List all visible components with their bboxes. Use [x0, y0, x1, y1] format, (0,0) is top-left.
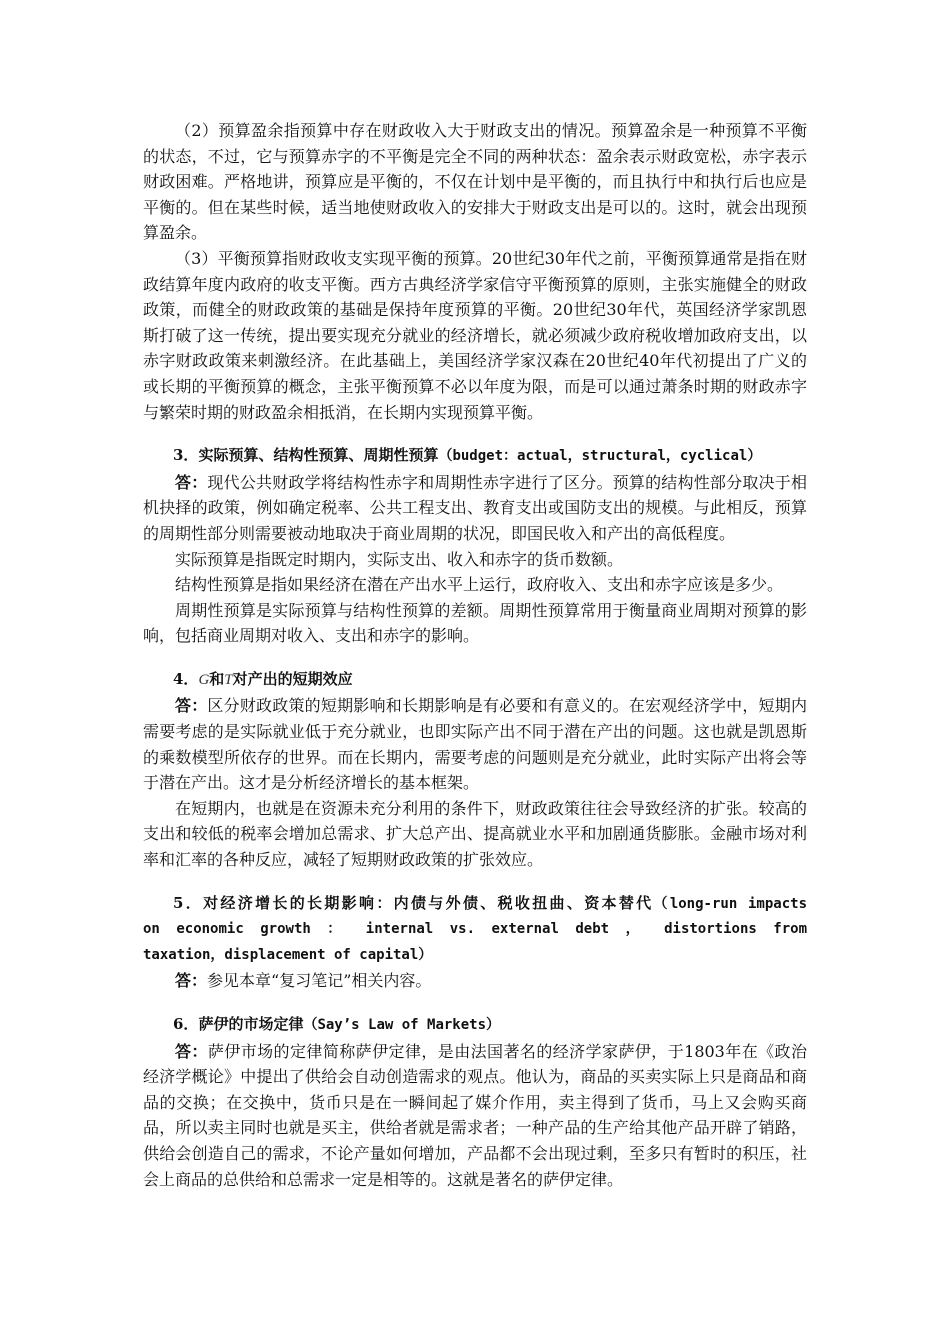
- section-title: 对经济增长的长期影响：内债与外债、税收扭曲、资本替代: [203, 893, 654, 912]
- section-heading-5-line3: taxation，displacement of capital）: [143, 946, 433, 963]
- section-number: 5．: [173, 893, 204, 912]
- section-title-english-line1: （long-run impacts: [653, 895, 808, 912]
- section-heading-4: [143, 667, 807, 694]
- answer-paragraph: [143, 968, 807, 994]
- answer-paragraph: [143, 470, 807, 547]
- section-heading-3: [143, 443, 807, 470]
- answer-text: 现代公共财政学将结构性赤字和周期性赤字进行了区分。预算的结构性部分取决于相机抉择的政策，例如确定税率、公共工程支出、教育支出或国防支出的规模。与此相反，预算的周期性部分则需要被动地取决于商业周期的状况，即国民收入和产出的高低程度。: [143, 472, 807, 543]
- section-heading-5: [143, 891, 807, 918]
- section-title: 萨伊的市场定律: [198, 1015, 304, 1033]
- paragraph-budget-surplus: （2）预算盈余指预算中存在财政收入大于财政支出的情况。预算盈余是一种预算不平衡的状态，不过，它与预算赤字的不平衡是完全不同的两种状态：盈余表示财政宽松，赤字表示财政困难。严格地讲，预算应是平衡的，不仅在计划中是平衡的，而且执行中和执行后也应是平衡的。但在某些时候，适当地使财政收入的安排大于财政支出是可以的。这时，就会出现预算盈余。: [143, 121, 807, 243]
- answer-text: 参见本章“复习笔记”相关内容。: [207, 971, 432, 991]
- section-title: 对产出的短期效应: [232, 669, 353, 688]
- section-number: 4．: [173, 669, 199, 688]
- spacer: [143, 873, 807, 891]
- document-body: [143, 118, 807, 1192]
- answer-label: 答：: [175, 696, 208, 716]
- variable-t: T: [224, 671, 233, 688]
- section-title-english: （budget：actual，structural，cyclical）: [438, 448, 762, 465]
- answer-label: 答：: [175, 1041, 208, 1061]
- section-title: 实际预算、结构性预算、周期性预算: [198, 446, 439, 465]
- answer-paragraph: [143, 1039, 807, 1193]
- conjunction: 和: [209, 669, 225, 688]
- section-number: 3．: [173, 446, 199, 465]
- paragraph-structural-budget: 结构性预算是指如果经济在潜在产出水平上运行，政府收入、支出和赤字应该是多少。: [175, 575, 784, 595]
- answer-text: 区分财政政策的短期影响和长期影响是有必要和有意义的。在宏观经济学中，短期内需要考虑的是实际就业低于充分就业，也即实际产出不同于潜在产出的问题。这也就是凯恩斯的乘数模型所依存的世界。而在长期内，需要考虑的问题则是充分就业，此时实际产出将会等于潜在产出。这才是分析经济增长的基本框架。: [143, 696, 807, 793]
- section-heading-5-line2: on economic growth ： internal vs. external debt ， distortions from: [143, 921, 807, 938]
- answer-paragraph: [143, 693, 807, 795]
- paragraph-cyclical-budget: 周期性预算是实际预算与结构性预算的差额。周期性预算常用于衡量商业周期对预算的影响，包括商业周期对收入、支出和赤字的影响。: [143, 600, 807, 646]
- section-heading-6: [143, 1012, 807, 1039]
- spacer: [143, 994, 807, 1012]
- paragraph-short-run: 在短期内，也就是在资源未充分利用的条件下，财政政策往往会导致经济的扩张。较高的支出和较低的税率会增加总需求、扩大总产出、提高就业水平和加剧通货膨胀。金融市场对利率和汇率的各种反应，减轻了短期财政政策的扩张效应。: [143, 798, 807, 870]
- variable-g: G: [198, 671, 210, 688]
- spacer: [143, 649, 807, 667]
- spacer: [143, 425, 807, 443]
- section-number: 6．: [173, 1015, 199, 1033]
- paragraph-actual-budget: 实际预算是指既定时期内，实际支出、收入和赤字的货币数额。: [175, 549, 624, 569]
- answer-label: 答：: [175, 971, 208, 991]
- section-title-english: （Say’s Law of Markets）: [303, 1017, 501, 1033]
- answer-label: 答：: [175, 472, 208, 492]
- paragraph-balanced-budget: （3）平衡预算指财政收支实现平衡的预算。20世纪30年代之前，平衡预算通常是指在财政结算年度内政府的收支平衡。西方古典经济学家信守平衡预算的原则，主张实施健全的财政政策，而健全的财政政策的基础是保持年度预算的平衡。20世纪30年代，英国经济学家凯恩斯打破了这一传统，提出要实现充分就业的经济增长，就必须减少政府税收增加政府支出，以赤字财政政策来刺激经济。在此基础上，美国经济学家汉森在20世纪40年代初提出了广义的或长期的平衡预算的概念，主张平衡预算不必以年度为限，而是可以通过萧条时期的财政赤字与繁荣时期的财政盈余相抵消，在长期内实现预算平衡。: [143, 248, 807, 422]
- answer-text: 萨伊市场的定律简称萨伊定律，是由法国著名的经济学家萨伊，于1803年在《政治经济学概论》中提出了供给会自动创造需求的观点。他认为，商品的买卖实际上只是商品和商品的交换；在交换中，货币只是在一瞬间起了媒介作用，卖主得到了货币，马上又会购买商品，所以卖主同时也就是买主，供给者就是需求者；一种产品的生产给其他产品开辟了销路，供给会创造自己的需求，不论产量如何增加，产品都不会出现过剩，至多只有暂时的积压，社会上商品的总供给和总需求一定是相等的。这就是著名的萨伊定律。: [143, 1041, 807, 1189]
